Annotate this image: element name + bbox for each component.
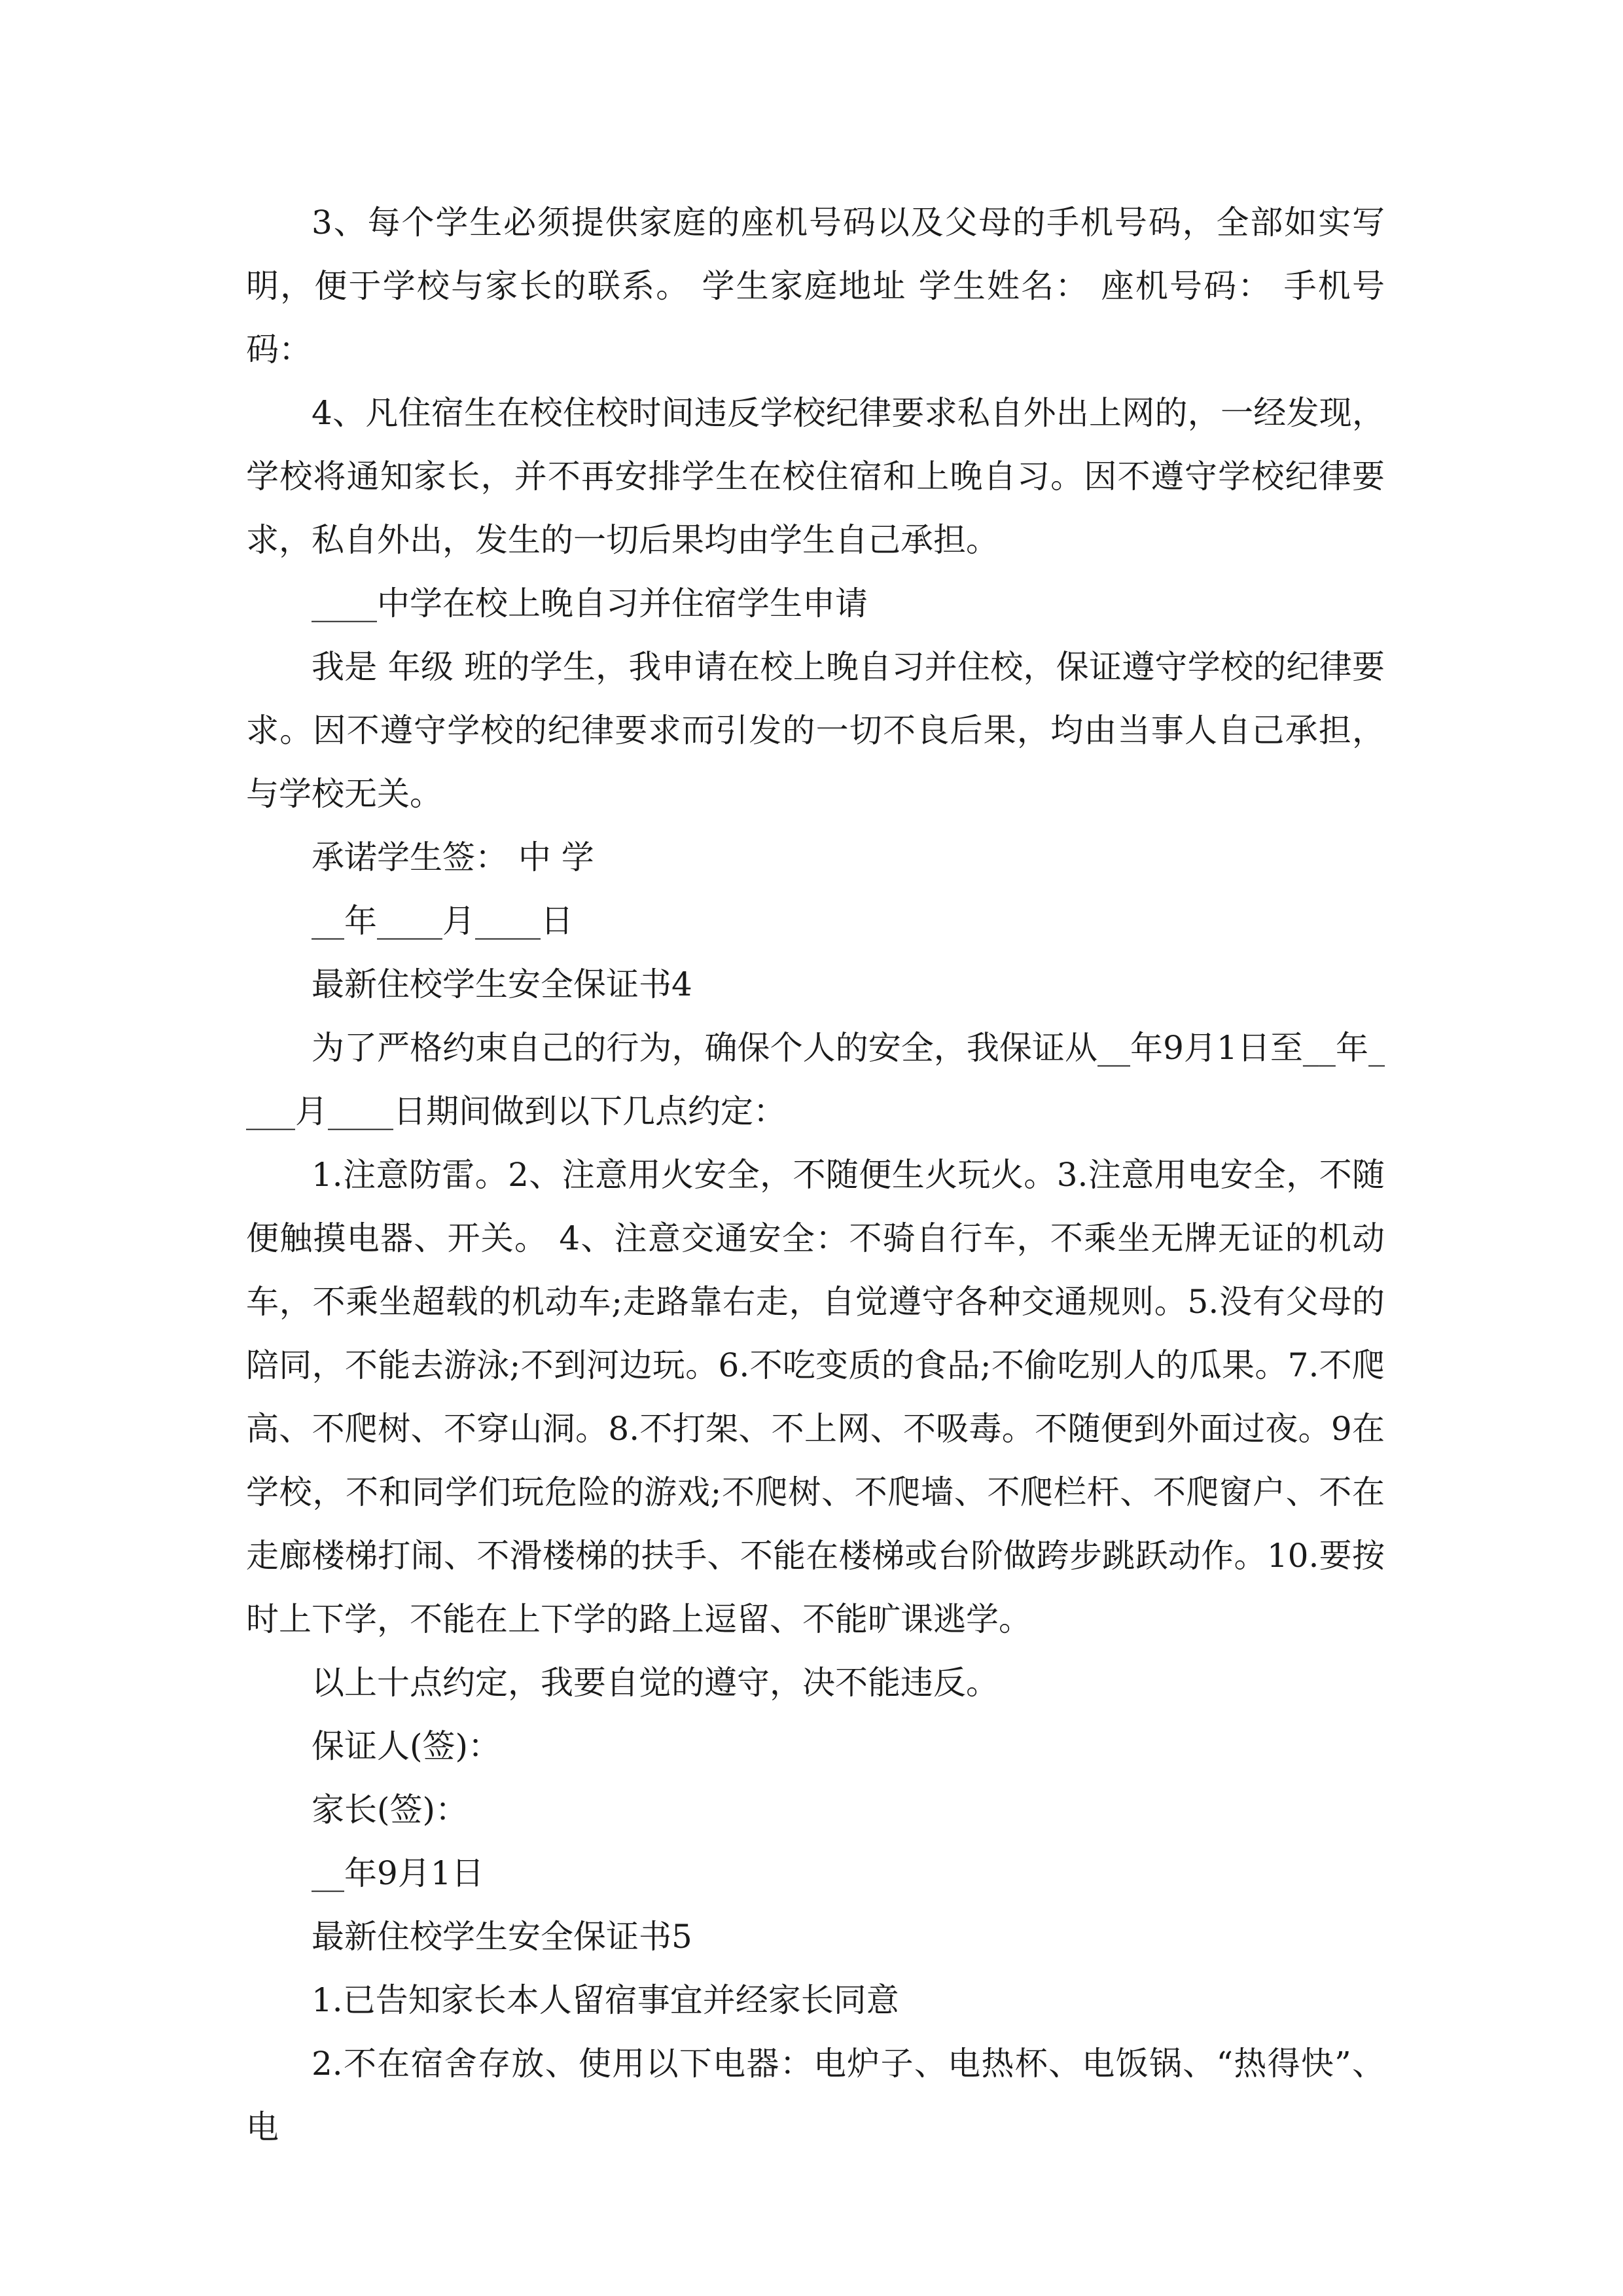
paragraph-promise-intro: 为了严格约束自己的行为，确保个人的安全，我保证从__年9月1日至__年____月____日期间做到以下几点约定： [246, 1029, 1385, 1130]
date-line: __年____月____日 [312, 902, 573, 940]
paragraph-commitment: 以上十点约定，我要自觉的遵守，决不能违反。 [312, 1664, 999, 1702]
paragraph-application-body: 我是 年级 班的学生，我申请在校上晚自习并住校，保证遵守学校的纪律要求。因不遵守学校的纪律要求而引发的一切不良后果，均由当事人自己承担，与学校无关。 [246, 648, 1385, 813]
paragraph-safety-rules: 1.注意防雷。2、注意用火安全，不随便生火玩火。3.注意用电安全，不随便触摸电器、开关。 4、注意交通安全：不骑自行车，不乘坐无牌无证的机动车，不乘坐超载的机动车;走路靠右走，自觉遵守各种交通规则。5.没有父母的陪同，不能去游泳;不到河边玩。6.不吃变质的食品;不偷吃别人的瓜果。7.不爬高、不爬树、不穿山洞。8.不打架、不上网、不吸毒。不随便到外面过夜。9在学校，不和同学们玩危险的游戏;不爬树、不爬墙、不爬栏杆、不爬窗户、不在走廊楼梯打闹、不滑楼梯的扶手、不能在楼梯或台阶做跨步跳跃动作。10.要按时上下学，不能在上下学的路上逗留、不能旷课逃学。 [246, 1156, 1385, 1638]
application-heading: ____中学在校上晚自习并住宿学生申请 [312, 584, 868, 622]
date-line-2: __年9月1日 [312, 1854, 484, 1892]
list-item-2: 2.不在宿舍存放、使用以下电器：电炉子、电热杯、电饭锅、“热得快”、电 [246, 2045, 1385, 2146]
list-item-1: 1.已告知家长本人留宿事宜并经家长同意 [312, 1981, 899, 2019]
section-title-5: 最新住校学生安全保证书5 [312, 1918, 692, 1956]
parent-signature-line: 家长(签)： [312, 1791, 469, 1829]
section-title-4: 最新住校学生安全保证书4 [312, 965, 692, 1003]
document-body [246, 191, 1385, 2159]
student-signature-line: 承诺学生签： 中 学 [312, 838, 594, 876]
paragraph-discipline-rule: 4、凡住宿生在校住校时间违反学校纪律要求私自外出上网的，一经发现，学校将通知家长，并不再安排学生在校住宿和上晚自习。因不遵守学校纪律要求，私自外出，发生的一切后果均由学生自己承担。 [246, 394, 1385, 559]
paragraph-contact-info: 3、每个学生必须提供家庭的座机号码以及父母的手机号码，全部如实写明，便于学校与家长的联系。 学生家庭地址 学生姓名： 座机号码： 手机号码： [246, 204, 1385, 368]
guarantor-signature-line: 保证人(签)： [312, 1727, 501, 1765]
